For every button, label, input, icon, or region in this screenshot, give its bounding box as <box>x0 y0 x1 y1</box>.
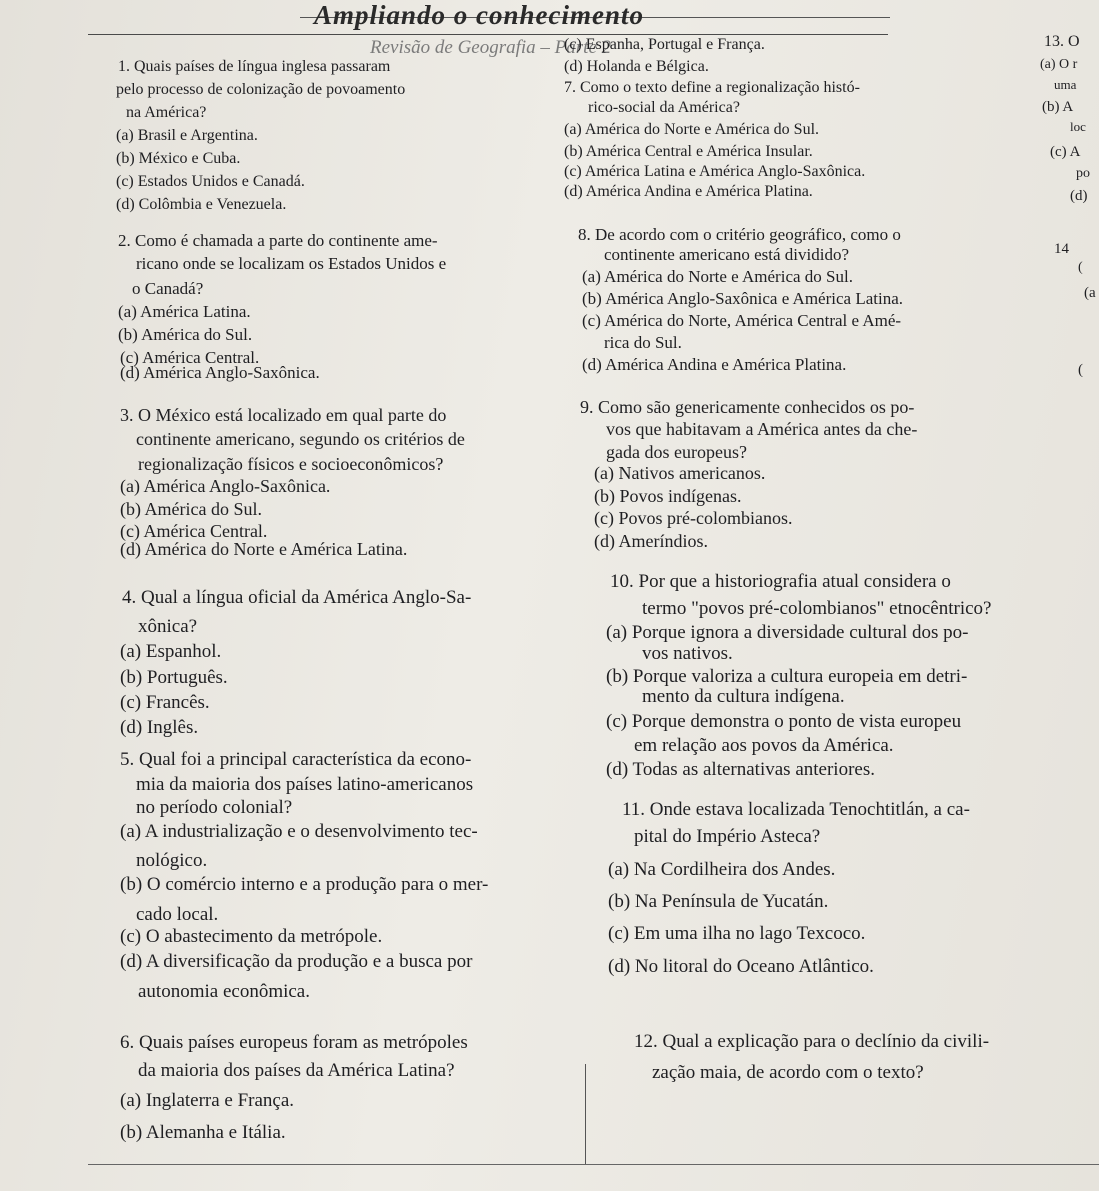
option-b: (b) Alemanha e Itália. <box>120 1122 286 1143</box>
fragment-text: loc <box>1070 119 1086 134</box>
question-6-line: da maioria dos países da América Latina? <box>138 1060 455 1081</box>
question-8-line: 8. De acordo com o critério geográfico, como o <box>578 225 901 244</box>
option-d: (d) Colômbia e Venezuela. <box>116 196 287 213</box>
option-d-cont: autonomia econômica. <box>138 981 310 1002</box>
option-d: (d) América Anglo-Saxônica. <box>120 363 320 382</box>
option-a: (a) América Latina. <box>118 302 251 321</box>
fragment-text: ( <box>1078 362 1083 378</box>
option-b: (b) Na Península de Yucatán. <box>608 891 829 912</box>
option-a: (a) Porque ignora a diversidade cultural dos po- <box>606 622 969 643</box>
option-c-cont: rica do Sul. <box>604 333 682 352</box>
option-b: (b) Porque valoriza a cultura europeia em detri- <box>606 666 968 687</box>
option-c: (c) América Central. <box>120 521 268 541</box>
option-a: (a) América do Norte e América do Sul. <box>582 267 853 286</box>
option-a: (a) América do Norte e América do Sul. <box>564 121 820 138</box>
fragment-text: (c) A <box>1050 144 1081 160</box>
question-3-line: continente americano, segundo os critérios de <box>136 429 465 449</box>
fragment-text: (d) <box>1070 188 1088 204</box>
question-9-line: vos que habitavam a América antes da che- <box>606 419 918 439</box>
option-a-cont: nológico. <box>136 850 208 871</box>
option-a: (a) A industrialização e o desenvolvimento tec- <box>120 821 478 842</box>
page-title: Ampliando o conhecimento <box>314 0 645 30</box>
footer-rule <box>88 1164 1099 1165</box>
question-5-line: mia da maioria dos países latino-americanos <box>136 774 474 795</box>
question-1-line: na América? <box>126 104 207 121</box>
question-2-line: o Canadá? <box>132 279 204 298</box>
option-d: (d) No litoral do Oceano Atlântico. <box>608 956 874 977</box>
option-b: (b) América Central e América Insular. <box>564 143 813 160</box>
question-3-line: regionalização físicos e socioeconômicos? <box>138 454 444 474</box>
fragment-text: po <box>1076 166 1090 181</box>
fragment-text: uma <box>1054 77 1077 92</box>
question-4-line: xônica? <box>138 616 198 637</box>
fragment-text: ( <box>1078 260 1083 275</box>
option-b: (b) América Anglo-Saxônica e América Latina. <box>582 289 903 308</box>
option-d: (d) Ameríndios. <box>594 531 708 551</box>
fragment-text: 14 <box>1054 241 1069 257</box>
option-c: (c) Em uma ilha no lago Texcoco. <box>608 923 866 944</box>
option-b: (b) México e Cuba. <box>116 150 241 167</box>
question-1-line: 1. Quais países de língua inglesa passaram <box>118 58 391 75</box>
option-d: (d) Inglês. <box>120 717 199 738</box>
question-11-line: 11. Onde estava localizada Tenochtitlán, a ca- <box>622 799 970 820</box>
option-c: (c) Porque demonstra o ponto de vista europeu <box>606 711 962 732</box>
question-4-line: 4. Qual a língua oficial da América Anglo-Sa- <box>122 587 472 608</box>
option-c: (c) América Latina e América Anglo-Saxônica. <box>564 163 866 180</box>
option-a: (a) América Anglo-Saxônica. <box>120 476 331 496</box>
question-7-line: 7. Como o texto define a regionalização histó- <box>564 79 860 96</box>
question-11-line: pital do Império Asteca? <box>634 826 821 847</box>
fragment-text: 13. O <box>1044 33 1080 50</box>
header-rule <box>88 34 888 35</box>
option-b: (b) Português. <box>120 667 228 688</box>
question-10-line: termo "povos pré-colombianos" etnocêntrico? <box>642 598 992 619</box>
option-d: (d) América Andina e América Platina. <box>582 355 847 374</box>
question-9-line: gada dos europeus? <box>606 442 747 462</box>
option-c: (c) América do Norte, América Central e Amé- <box>582 311 902 330</box>
option-a: (a) Na Cordilheira dos Andes. <box>608 859 836 880</box>
option-a: (a) Brasil e Argentina. <box>116 127 258 144</box>
question-7-line: rico-social da América? <box>588 99 740 116</box>
option-b-cont: cado local. <box>136 904 219 925</box>
fragment-text: (a <box>1084 285 1096 301</box>
fragment-text: (b) A <box>1042 99 1074 115</box>
question-5-line: 5. Qual foi a principal característica da econo- <box>120 749 472 770</box>
question-12-line: 12. Qual a explicação para o declínio da civili- <box>634 1031 990 1052</box>
option-d: (d) Todas as alternativas anteriores. <box>606 759 875 780</box>
column-divider <box>585 1064 586 1164</box>
question-12-line: zação maia, de acordo com o texto? <box>652 1062 924 1083</box>
question-6-line: 6. Quais países europeus foram as metrópoles <box>120 1032 468 1053</box>
option-d: (d) Holanda e Bélgica. <box>564 58 709 75</box>
option-a-cont: vos nativos. <box>642 643 733 664</box>
option-c: (c) Povos pré-colombianos. <box>594 508 793 528</box>
option-d: (d) América Andina e América Platina. <box>564 183 813 200</box>
option-b: (b) O comércio interno e a produção para o mer- <box>120 874 489 895</box>
option-a: (a) Nativos americanos. <box>594 463 766 483</box>
question-2-line: 2. Como é chamada a parte do continente ame- <box>118 231 438 250</box>
page-subtitle: Revisão de Geografia – Parte 2 <box>370 37 612 58</box>
option-b-cont: mento da cultura indígena. <box>642 686 845 707</box>
question-1-line: pelo processo de colonização de povoamento <box>116 81 406 98</box>
option-c: (c) O abastecimento da metrópole. <box>120 926 383 947</box>
option-c: (c) América Central. <box>120 348 260 367</box>
option-a: (a) Inglaterra e França. <box>120 1090 295 1111</box>
question-9-line: 9. Como são genericamente conhecidos os po- <box>580 397 915 417</box>
option-c: (c) Estados Unidos e Canadá. <box>116 173 305 190</box>
question-5-line: no período colonial? <box>136 797 293 818</box>
option-d: (d) América do Norte e América Latina. <box>120 539 408 559</box>
option-a: (a) Espanhol. <box>120 641 222 662</box>
option-b: (b) Povos indígenas. <box>594 486 742 506</box>
option-c: (c) Francês. <box>120 692 210 713</box>
option-b: (b) América do Sul. <box>118 325 253 344</box>
option-c: (c) Espanha, Portugal e França. <box>564 36 765 53</box>
question-2-line: ricano onde se localizam os Estados Unidos e <box>136 254 447 273</box>
question-10-line: 10. Por que a historiografia atual considera o <box>610 571 951 592</box>
question-3-line: 3. O México está localizado em qual parte do <box>120 405 447 425</box>
option-b: (b) América do Sul. <box>120 499 262 519</box>
fragment-text: (a) O r <box>1040 57 1078 72</box>
question-8-line: continente americano está dividido? <box>604 245 849 264</box>
option-c-cont: em relação aos povos da América. <box>634 735 894 756</box>
option-d: (d) A diversificação da produção e a busca por <box>120 951 473 972</box>
